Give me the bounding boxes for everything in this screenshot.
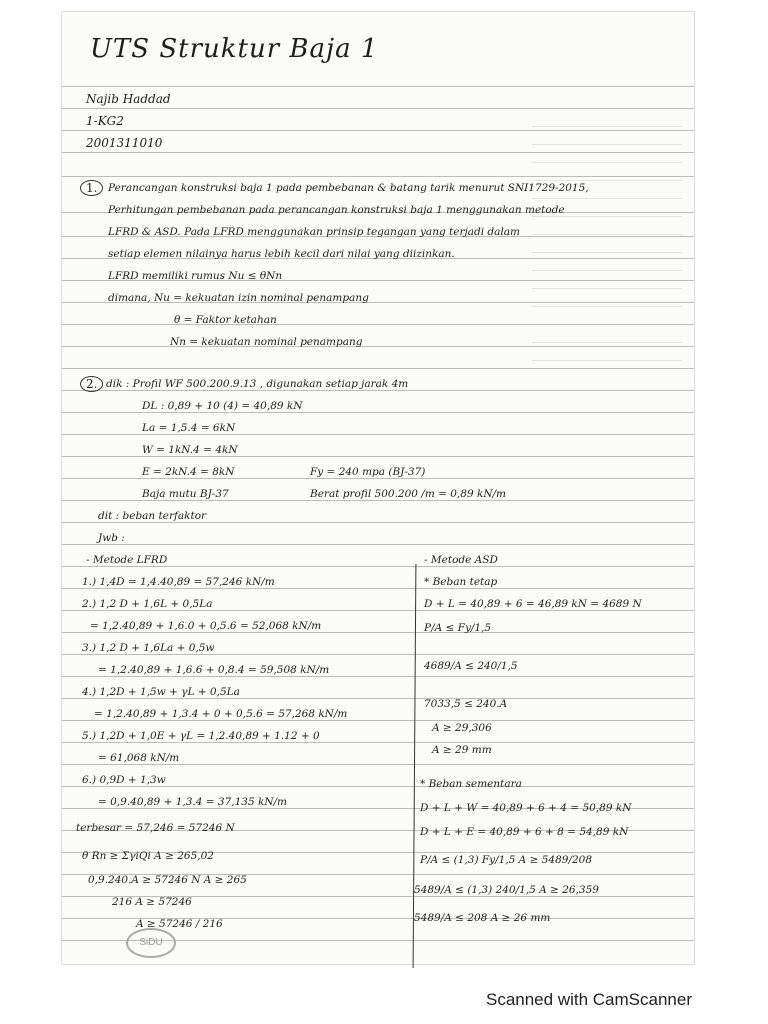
asd-line: * Beban tetap <box>424 576 498 588</box>
student-class: 1-KG2 <box>86 114 124 128</box>
q2-number: 2. <box>80 376 107 392</box>
lrfd-line: terbesar = 57,246 = 57246 N <box>76 822 235 834</box>
scanned-page <box>62 12 694 964</box>
lrfd-line: 0,9.240.A ≥ 57246 N A ≥ 265 <box>88 874 247 886</box>
asd-line: A ≥ 29 mm <box>432 744 492 756</box>
q2-line: E = 2kN.4 = 8kN <box>142 466 235 478</box>
bleed-through-text <box>532 108 682 368</box>
asd-line: D + L + W = 40,89 + 6 + 4 = 50,89 kN <box>420 802 632 814</box>
asd-header: - Metode ASD <box>424 554 498 566</box>
lrfd-line: 5.) 1,2D + 1,0E + γL = 1,2.40,89 + 1.12 + 0 <box>82 730 320 742</box>
lrfd-line: 2.) 1,2 D + 1,6L + 0,5La <box>82 598 213 610</box>
q1-line: LFRD & ASD. Pada LFRD menggunakan prinsip tegangan yang terjadi dalam <box>108 226 520 238</box>
q2-line: Jwb : <box>98 532 125 544</box>
asd-line: 5489/A ≤ (1,3) 240/1,5 A ≥ 26,359 <box>414 884 599 896</box>
lrfd-line: = 1,2.40,89 + 1,3.4 + 0 + 0,5.6 = 57,268 kN/m <box>94 708 348 720</box>
q1-line: dimana, Nu = kekuatan izin nominal penampang <box>108 292 369 304</box>
lrfd-line: = 0,9.40,89 + 1,3.4 = 37,135 kN/m <box>98 796 288 808</box>
q1-line: Perhitungan pembebanan pada perancangan konstruksi baja 1 menggunakan metode <box>108 204 565 216</box>
lrfd-header: - Metode LFRD <box>86 554 168 566</box>
lrfd-line: = 1,2.40,89 + 1,6.0 + 0,5.6 = 52,068 kN/m <box>90 620 322 632</box>
lrfd-line: 3.) 1,2 D + 1,6La + 0,5w <box>82 642 215 654</box>
asd-line: A ≥ 29,306 <box>432 722 492 734</box>
q2-line: W = 1kN.4 = 4kN <box>142 444 238 456</box>
lrfd-line: = 61,068 kN/m <box>98 752 180 764</box>
scanner-watermark: Scanned with CamScanner <box>485 990 692 1009</box>
q2-line: Baja mutu BJ-37 <box>142 488 229 500</box>
asd-line: P/A ≤ Fy/1,5 <box>424 622 492 634</box>
sidu-logo: SiDU <box>126 928 176 958</box>
asd-line: 4689/A ≤ 240/1,5 <box>424 660 518 672</box>
lrfd-line: A ≥ 57246 / 216 <box>136 918 223 930</box>
lrfd-line: 216 A ≥ 57246 <box>112 896 192 908</box>
q2-line: dit : beban terfaktor <box>98 510 207 522</box>
q1-line: Perancangan konstruksi baja 1 pada pembebanan & batang tarik menurut SNI1729-2015, <box>108 182 589 194</box>
q1-line: setiap elemen nilainya harus lebih kecil dari nilai yang diizinkan. <box>108 248 455 260</box>
q2-line: Fy = 240 mpa (BJ-37) <box>310 466 426 478</box>
asd-line: 7033,5 ≤ 240.A <box>424 698 508 710</box>
q1-line: θ = Faktor ketahan <box>174 314 277 326</box>
asd-line: 5489/A ≤ 208 A ≥ 26 mm <box>414 912 551 924</box>
student-name: Najib Haddad <box>86 92 171 106</box>
lrfd-line: 1.) 1,4D = 1,4.40,89 = 57,246 kN/m <box>82 576 275 588</box>
asd-line: D + L = 40,89 + 6 = 46,89 kN = 4689 N <box>424 598 642 610</box>
student-id: 2001311010 <box>86 136 163 150</box>
q2-line: dik : Profil WF 500.200.9.13 , digunakan setiap jarak 4m <box>106 378 409 390</box>
asd-line: D + L + E = 40,89 + 6 + 8 = 54,89 kN <box>420 826 629 838</box>
lrfd-line: 6.) 0,9D + 1,3w <box>82 774 166 786</box>
asd-line: * Beban sementara <box>420 778 522 790</box>
asd-line: P/A ≤ (1,3) Fy/1,5 A ≥ 5489/208 <box>420 854 593 866</box>
q1-line: Nn = kekuatan nominal penampang <box>170 336 363 348</box>
q2-line: Berat profil 500.200 /m = 0,89 kN/m <box>310 488 507 500</box>
column-divider <box>413 564 417 968</box>
q1-number: 1. <box>80 180 107 196</box>
lrfd-line: θ Rn ≥ ΣγiQi A ≥ 265,02 <box>82 850 214 862</box>
lrfd-line: 4.) 1,2D + 1,5w + γL + 0,5La <box>82 686 240 698</box>
q1-line: LFRD memiliki rumus Nu ≤ θNn <box>108 270 283 282</box>
q2-line: La = 1,5.4 = 6kN <box>142 422 236 434</box>
page-title: UTS Struktur Baja 1 <box>90 34 379 64</box>
q2-line: DL : 0,89 + 10 (4) = 40,89 kN <box>142 400 303 412</box>
lrfd-line: = 1,2.40,89 + 1,6.6 + 0,8.4 = 59,508 kN/m <box>98 664 330 676</box>
